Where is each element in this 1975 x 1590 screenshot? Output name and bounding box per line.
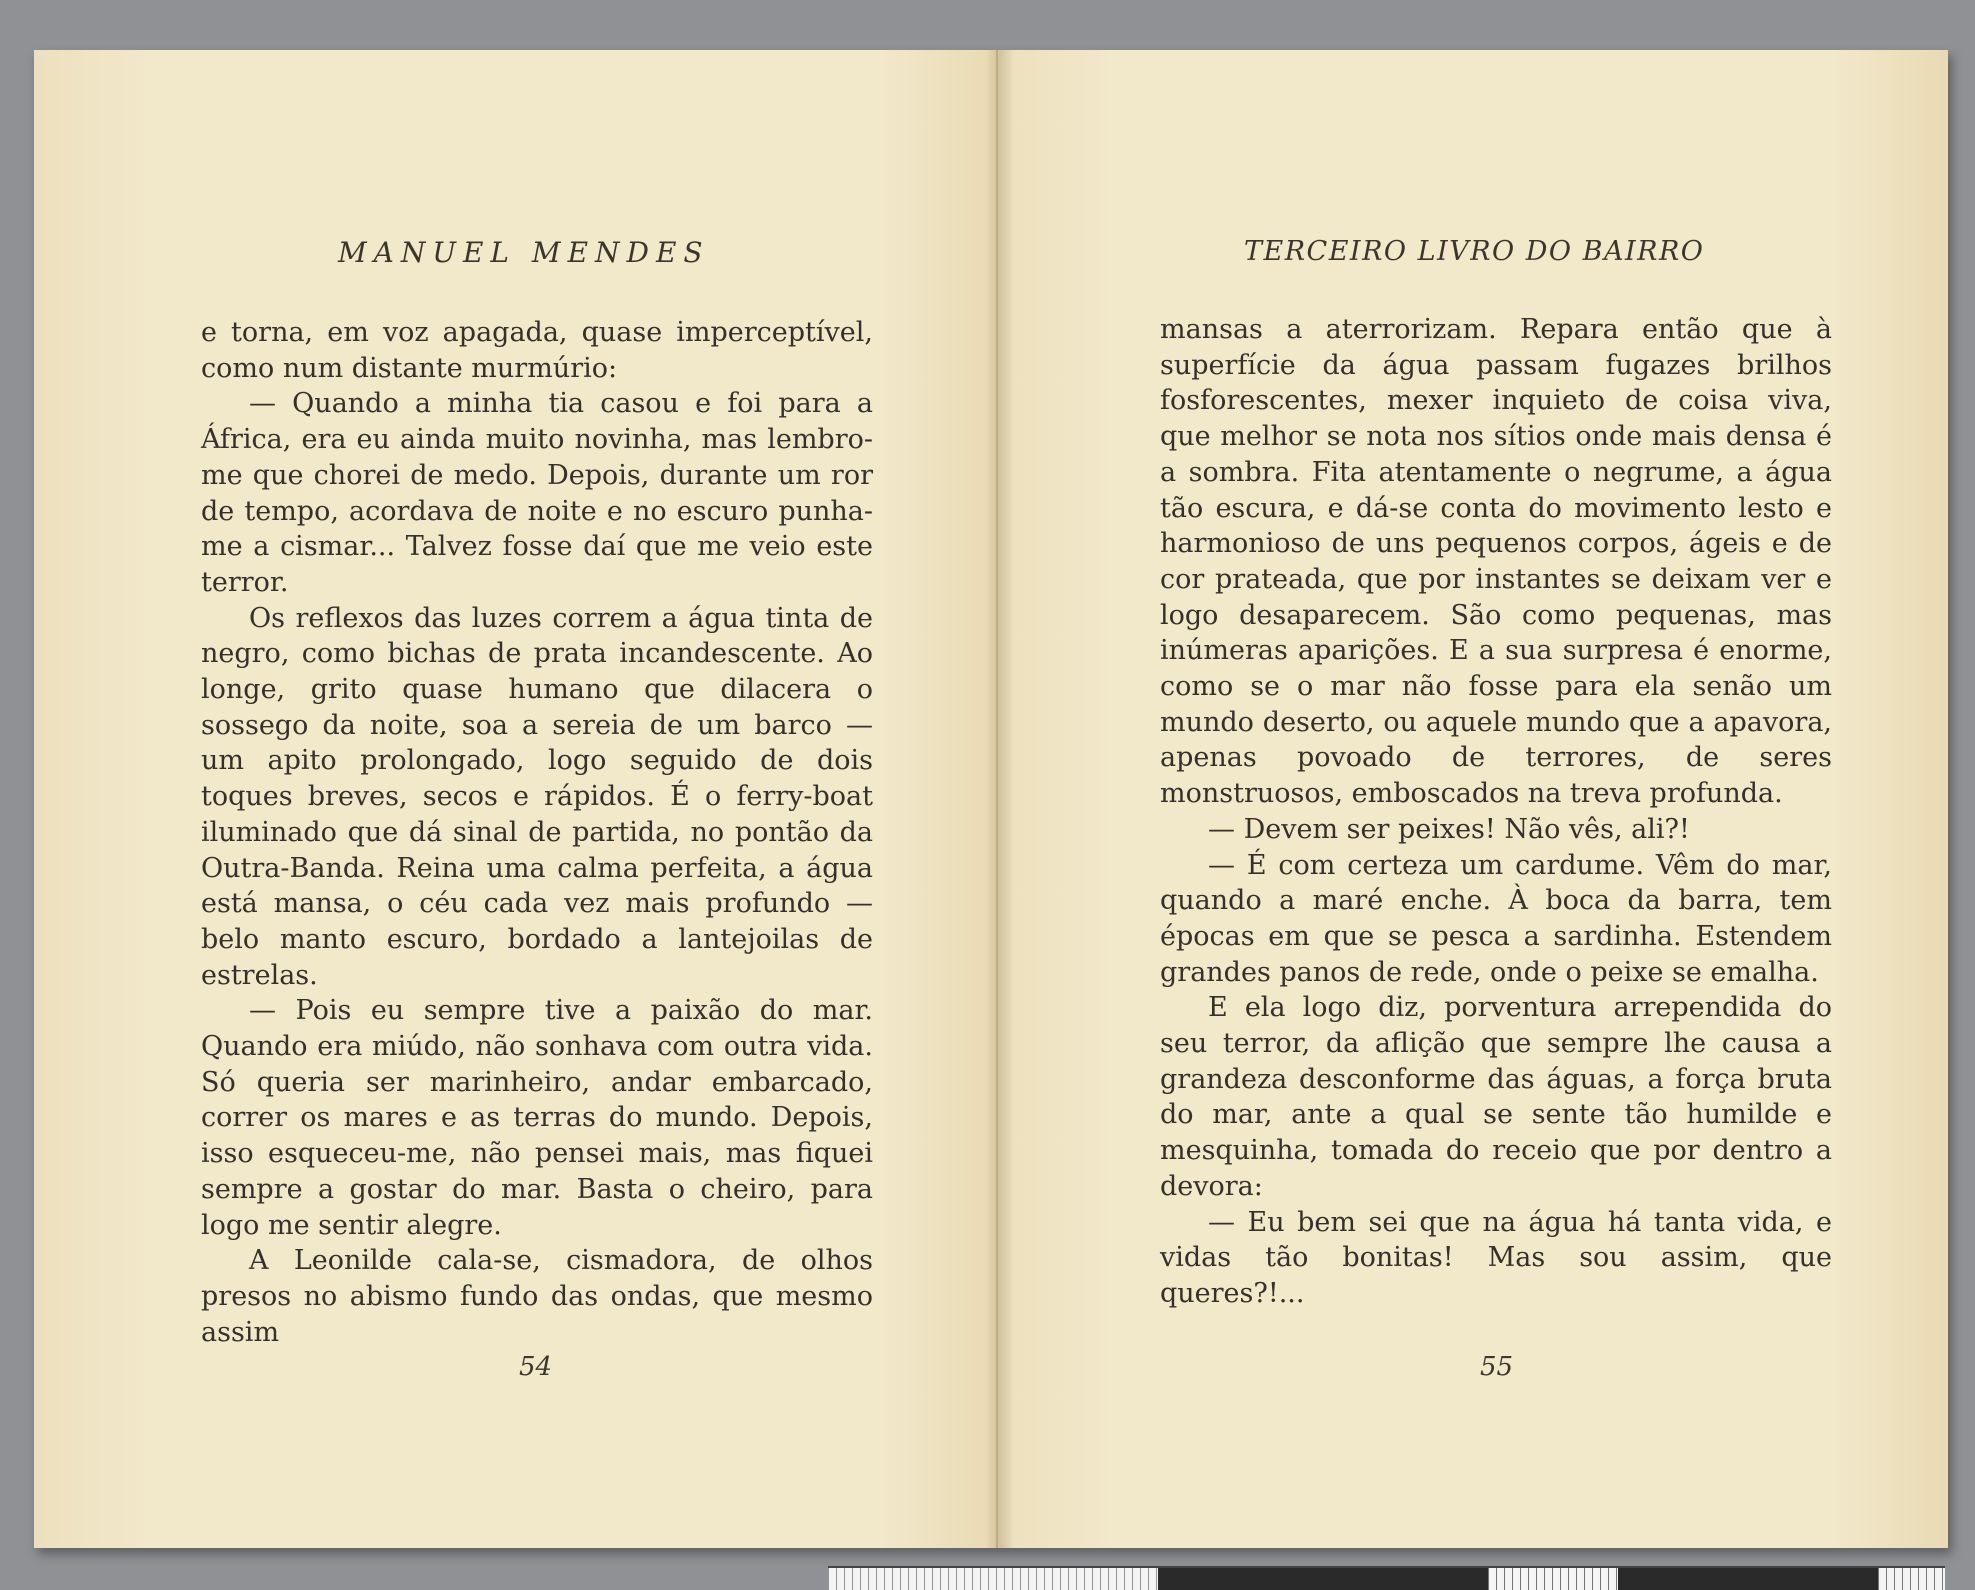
right-page [998, 50, 1948, 1548]
scale-ruler [828, 1566, 1945, 1590]
paragraph: — Pois eu sempre tive a paixão do mar. Quando era miúdo, não sonhava com outra vida. Só queria ser marinheiro, andar embarcado, correr os mares e as terras do mundo. Depois, isso esqueceu-me, não pensei mais, mas fiquei sempre a gostar do mar. Basta o cheiro, para logo me sentir alegre. [201, 995, 873, 1241]
page-number: 54 [519, 1352, 553, 1382]
ruler-dark-segment [1158, 1568, 1488, 1590]
ruler-ticks [828, 1568, 1158, 1590]
paragraph: — Devem ser peixes! Não vês, ali?! [1208, 813, 1690, 845]
ruler-light-segment [1878, 1568, 1945, 1590]
running-head-title: TERCEIRO LIVRO DO BAIRRO [1244, 236, 1705, 267]
paragraph: — Eu bem sei que na água há tanta vida, e vidas tão bonitas! Mas sou assim, que queres?!... [1160, 1206, 1832, 1309]
running-head-author: MANUEL MENDES [338, 236, 710, 269]
paragraph: Os reflexos das luzes correm a água tinta de negro, como bichas de prata incandescente. Ao longe, grito quase humano que dilacera o sossego da noite, soa a sereia de um barco — um apito prolongado, logo seguido de dois toques breves, secos e rápidos. É o ferry-boat iluminado que dá sinal de partida, no pontão da Outra-Banda. Reina uma calma perfeita, a água está mansa, o céu cada vez mais profundo — belo manto escuro, bordado a lantejoilas de estrelas. [201, 602, 873, 991]
ruler-dark-segment [1618, 1568, 1878, 1590]
book-gutter [986, 50, 1014, 1548]
paragraph: mansas a aterrorizam. Repara então que à superfície da água passam fugazes brilhos fosforescentes, mexer inquieto de coisa viva, que melhor se nota nos sítios onde mais densa é a sombra. Fita atentamente o negrume, a água tão escura, e dá-se conta do movimento lesto e harmonioso de uns pequenos corpos, ágeis e de cor prateada, que por instantes se deixam ver e logo desaparecem. São como pequenas, mas inúmeras aparições. E a sua surpresa é enorme, como se o mar não fosse para ela senão um mundo deserto, ou aquele mundo que a apavora, apenas povoado de terrores, de seres monstruosos, emboscados na treva profunda. [1160, 314, 1832, 810]
paragraph: E ela logo diz, porventura arrependida do seu terror, da aflição que sempre lhe causa a grandeza desconforme das águas, a força bruta do mar, ante a qual se sente tão humilde e mesquinha, tomada do receio que por dentro a devora: [1160, 992, 1832, 1202]
page-number: 55 [1480, 1352, 1514, 1382]
left-page [34, 50, 998, 1548]
paragraph: — Quando a minha tia casou e foi para a África, era eu ainda muito novinha, mas lembro-me que chorei de medo. Depois, durante um ror de tempo, acordava de noite e no escuro punha-me a cismar... Talvez fosse daí que me veio este terror. [201, 388, 873, 598]
book-spread [34, 50, 1948, 1548]
paragraph: A Leonilde cala-se, cismadora, de olhos presos no abismo fundo das ondas, que mesmo assim [201, 1245, 873, 1348]
ruler-light-segment [1488, 1568, 1618, 1590]
paragraph: — É com certeza um cardume. Vêm do mar, quando a maré enche. À boca da barra, tem épocas em que se pesca a sardinha. Estendem grandes panos de rede, onde o peixe se emalha. [1160, 849, 1832, 988]
right-page-text [1160, 312, 1832, 1312]
paragraph: e torna, em voz apagada, quase imperceptível, como num distante murmúrio: [201, 317, 873, 384]
left-page-text [201, 315, 873, 1350]
